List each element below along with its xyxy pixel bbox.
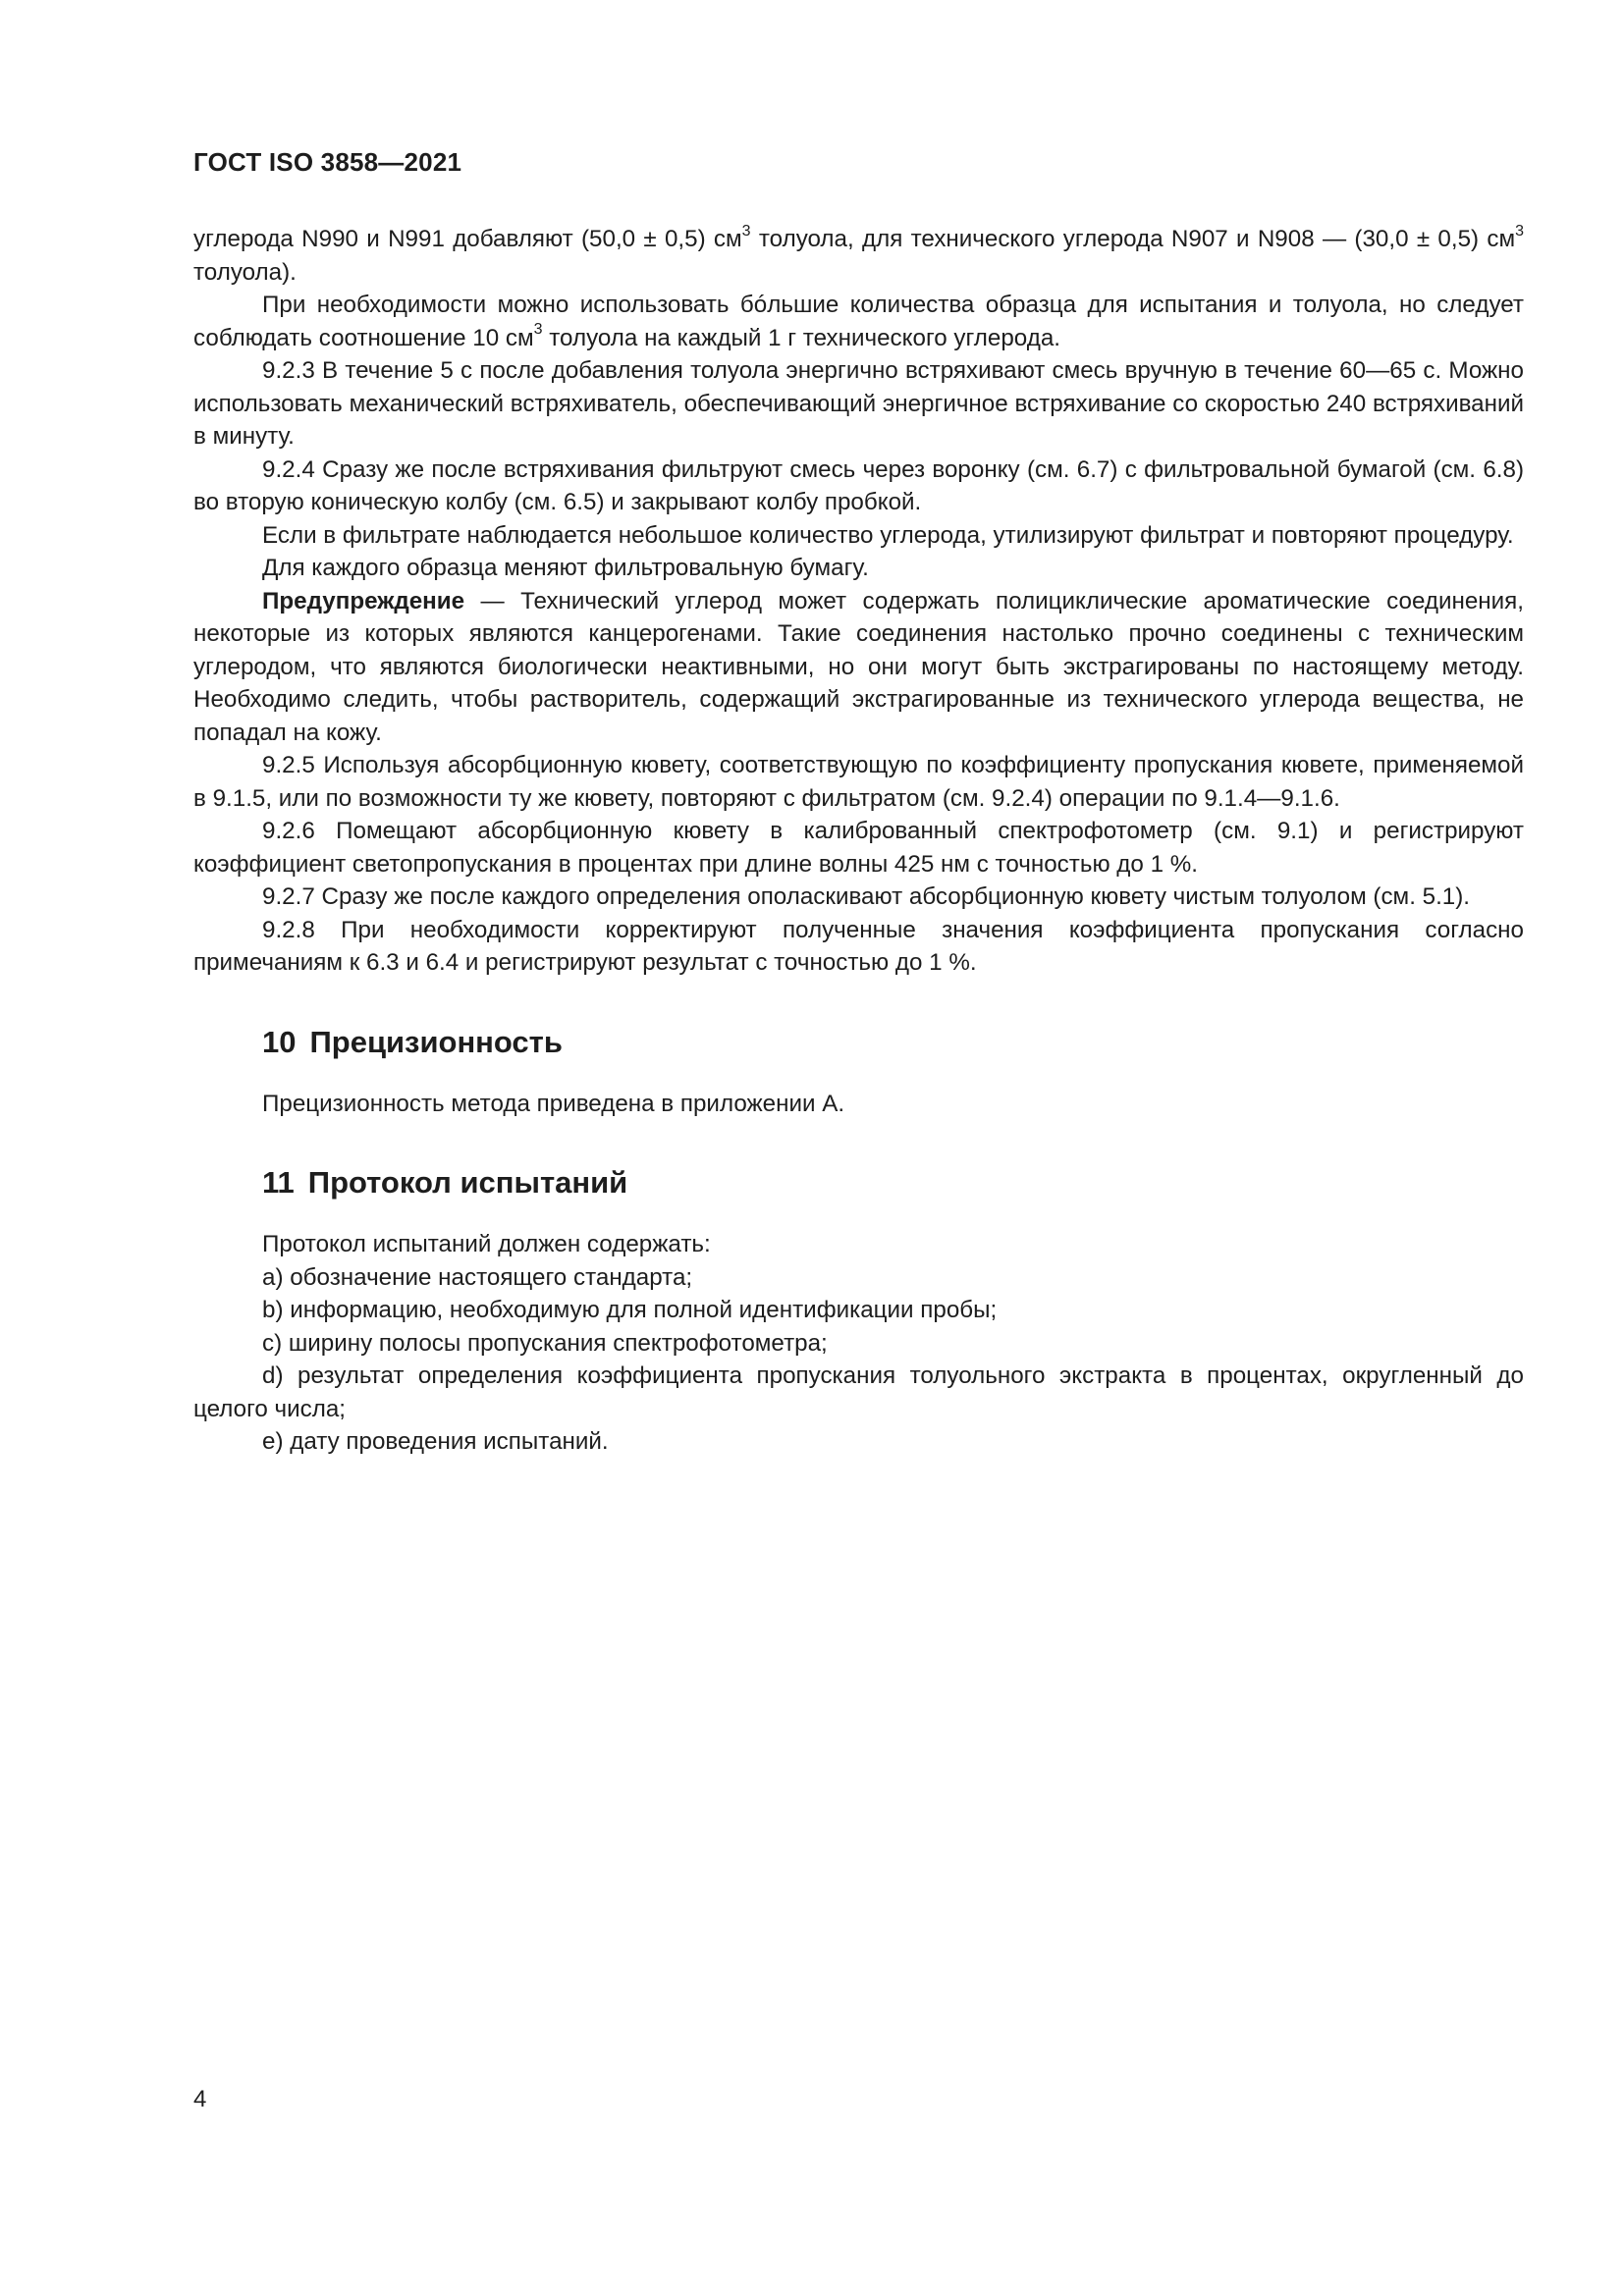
paragraph-text: При необходимости можно использовать бóльшие количества образца для испытания и толуола, но следует соблюдать соотношение 10 см [193, 292, 1524, 351]
section-number: 11 [262, 1165, 295, 1200]
paragraph-ratio [193, 289, 1524, 354]
superscript: 3 [1515, 222, 1524, 240]
paragraph-continuation [193, 223, 1524, 289]
superscript: 3 [741, 222, 751, 240]
clause-9-2-5: 9.2.5 Используя абсорбционную кювету, соответствующую по коэффициенту пропускания кювете, применяемой в 9.1.5, или по возможности ту же кювету, повторяют с фильтратом (см. 9.2.4) операции по 9.1.4—9.1.6. [193, 752, 1524, 812]
list-item: e) дату проведения испытаний. [262, 1428, 609, 1455]
document-body [193, 223, 1524, 980]
section-number: 10 [262, 1024, 297, 1059]
paragraph-filtrate: Если в фильтрате наблюдается небольшое количество углерода, утилизируют фильтрат и повторяют процедуру. [262, 521, 1514, 549]
clause-9-2-3: 9.2.3 В течение 5 с после добавления толуола энергично встряхивают смесь вручную в течение 60—65 с. Можно использовать механический встряхиватель, обеспечивающий энергичное встряхивание со скоростью 240 встряхиваний в минуту. [193, 357, 1524, 450]
paragraph-filter-paper: Для каждого образца меняют фильтровальную бумагу. [262, 555, 869, 581]
paragraph-text: толуола, для технического углерода N907 и N908 — (30,0 ± 0,5) см [750, 226, 1516, 252]
paragraph-text: толуола на каждый 1 г технического углерода. [542, 324, 1061, 351]
section-10-heading [262, 1025, 1524, 1060]
section-10-body [193, 1088, 1524, 1121]
warning-label: Предупреждение [262, 587, 465, 614]
list-item: d) результат определения коэффициента пропускания толуольного экстракта в процентах, округленный до целого числа; [193, 1362, 1524, 1422]
page-number: 4 [193, 2086, 207, 2112]
warning-text: — Технический углерод может содержать полициклические ароматические соединения, некоторые из которых являются канцерогенами. Такие соединения настолько прочно соединены с техническим углеродом, что являются биологически неактивными, но они могут быть экстрагированы по настоящему методу. Необходимо следить, чтобы растворитель, содержащий экстрагированные из технического углерода вещества, не попадал на кожу. [193, 587, 1524, 746]
warning-paragraph [193, 585, 1524, 750]
section-title-text: Протокол испытаний [307, 1165, 628, 1200]
section-title-text: Прецизионность [309, 1024, 563, 1059]
list-item: a) обозначение настоящего стандарта; [262, 1263, 693, 1291]
list-item: c) ширину полосы пропускания спектрофотометра; [262, 1329, 828, 1357]
section-11-heading [262, 1165, 1524, 1201]
clause-9-2-8: 9.2.8 При необходимости корректируют полученные значения коэффициента пропускания согласно примечаниям к 6.3 и 6.4 и регистрируют результат с точностью до 1 %. [193, 916, 1524, 976]
paragraph-text: толуола). [193, 258, 297, 286]
document-page [193, 147, 1524, 1459]
document-header: ГОСТ ISO 3858—2021 [193, 147, 462, 177]
clause-9-2-4: 9.2.4 Сразу же после встряхивания фильтруют смесь через воронку (см. 6.7) с фильтровальной бумагой (см. 6.8) во вторую коническую колбу (см. 6.5) и закрывают колбу пробкой. [193, 455, 1524, 515]
paragraph-text: углерода N990 и N991 добавляют (50,0 ± 0,5) см [193, 226, 742, 252]
section-11-body [193, 1228, 1524, 1459]
section-10-text: Прецизионность метода приведена в приложении А. [262, 1090, 845, 1117]
clause-9-2-7: 9.2.7 Сразу же после каждого определения ополаскивают абсорбционную кювету чистым толуолом (см. 5.1). [262, 883, 1471, 910]
clause-9-2-6: 9.2.6 Помещают абсорбционную кювету в калиброванный спектрофотометр (см. 9.1) и регистрируют коэффициент светопропускания в процентах при длине волны 425 нм с точностью до 1 %. [193, 818, 1524, 878]
section-11-lead: Протокол испытаний должен содержать: [262, 1231, 711, 1257]
list-item: b) информацию, необходимую для полной идентификации пробы; [262, 1297, 998, 1323]
superscript: 3 [533, 321, 543, 339]
